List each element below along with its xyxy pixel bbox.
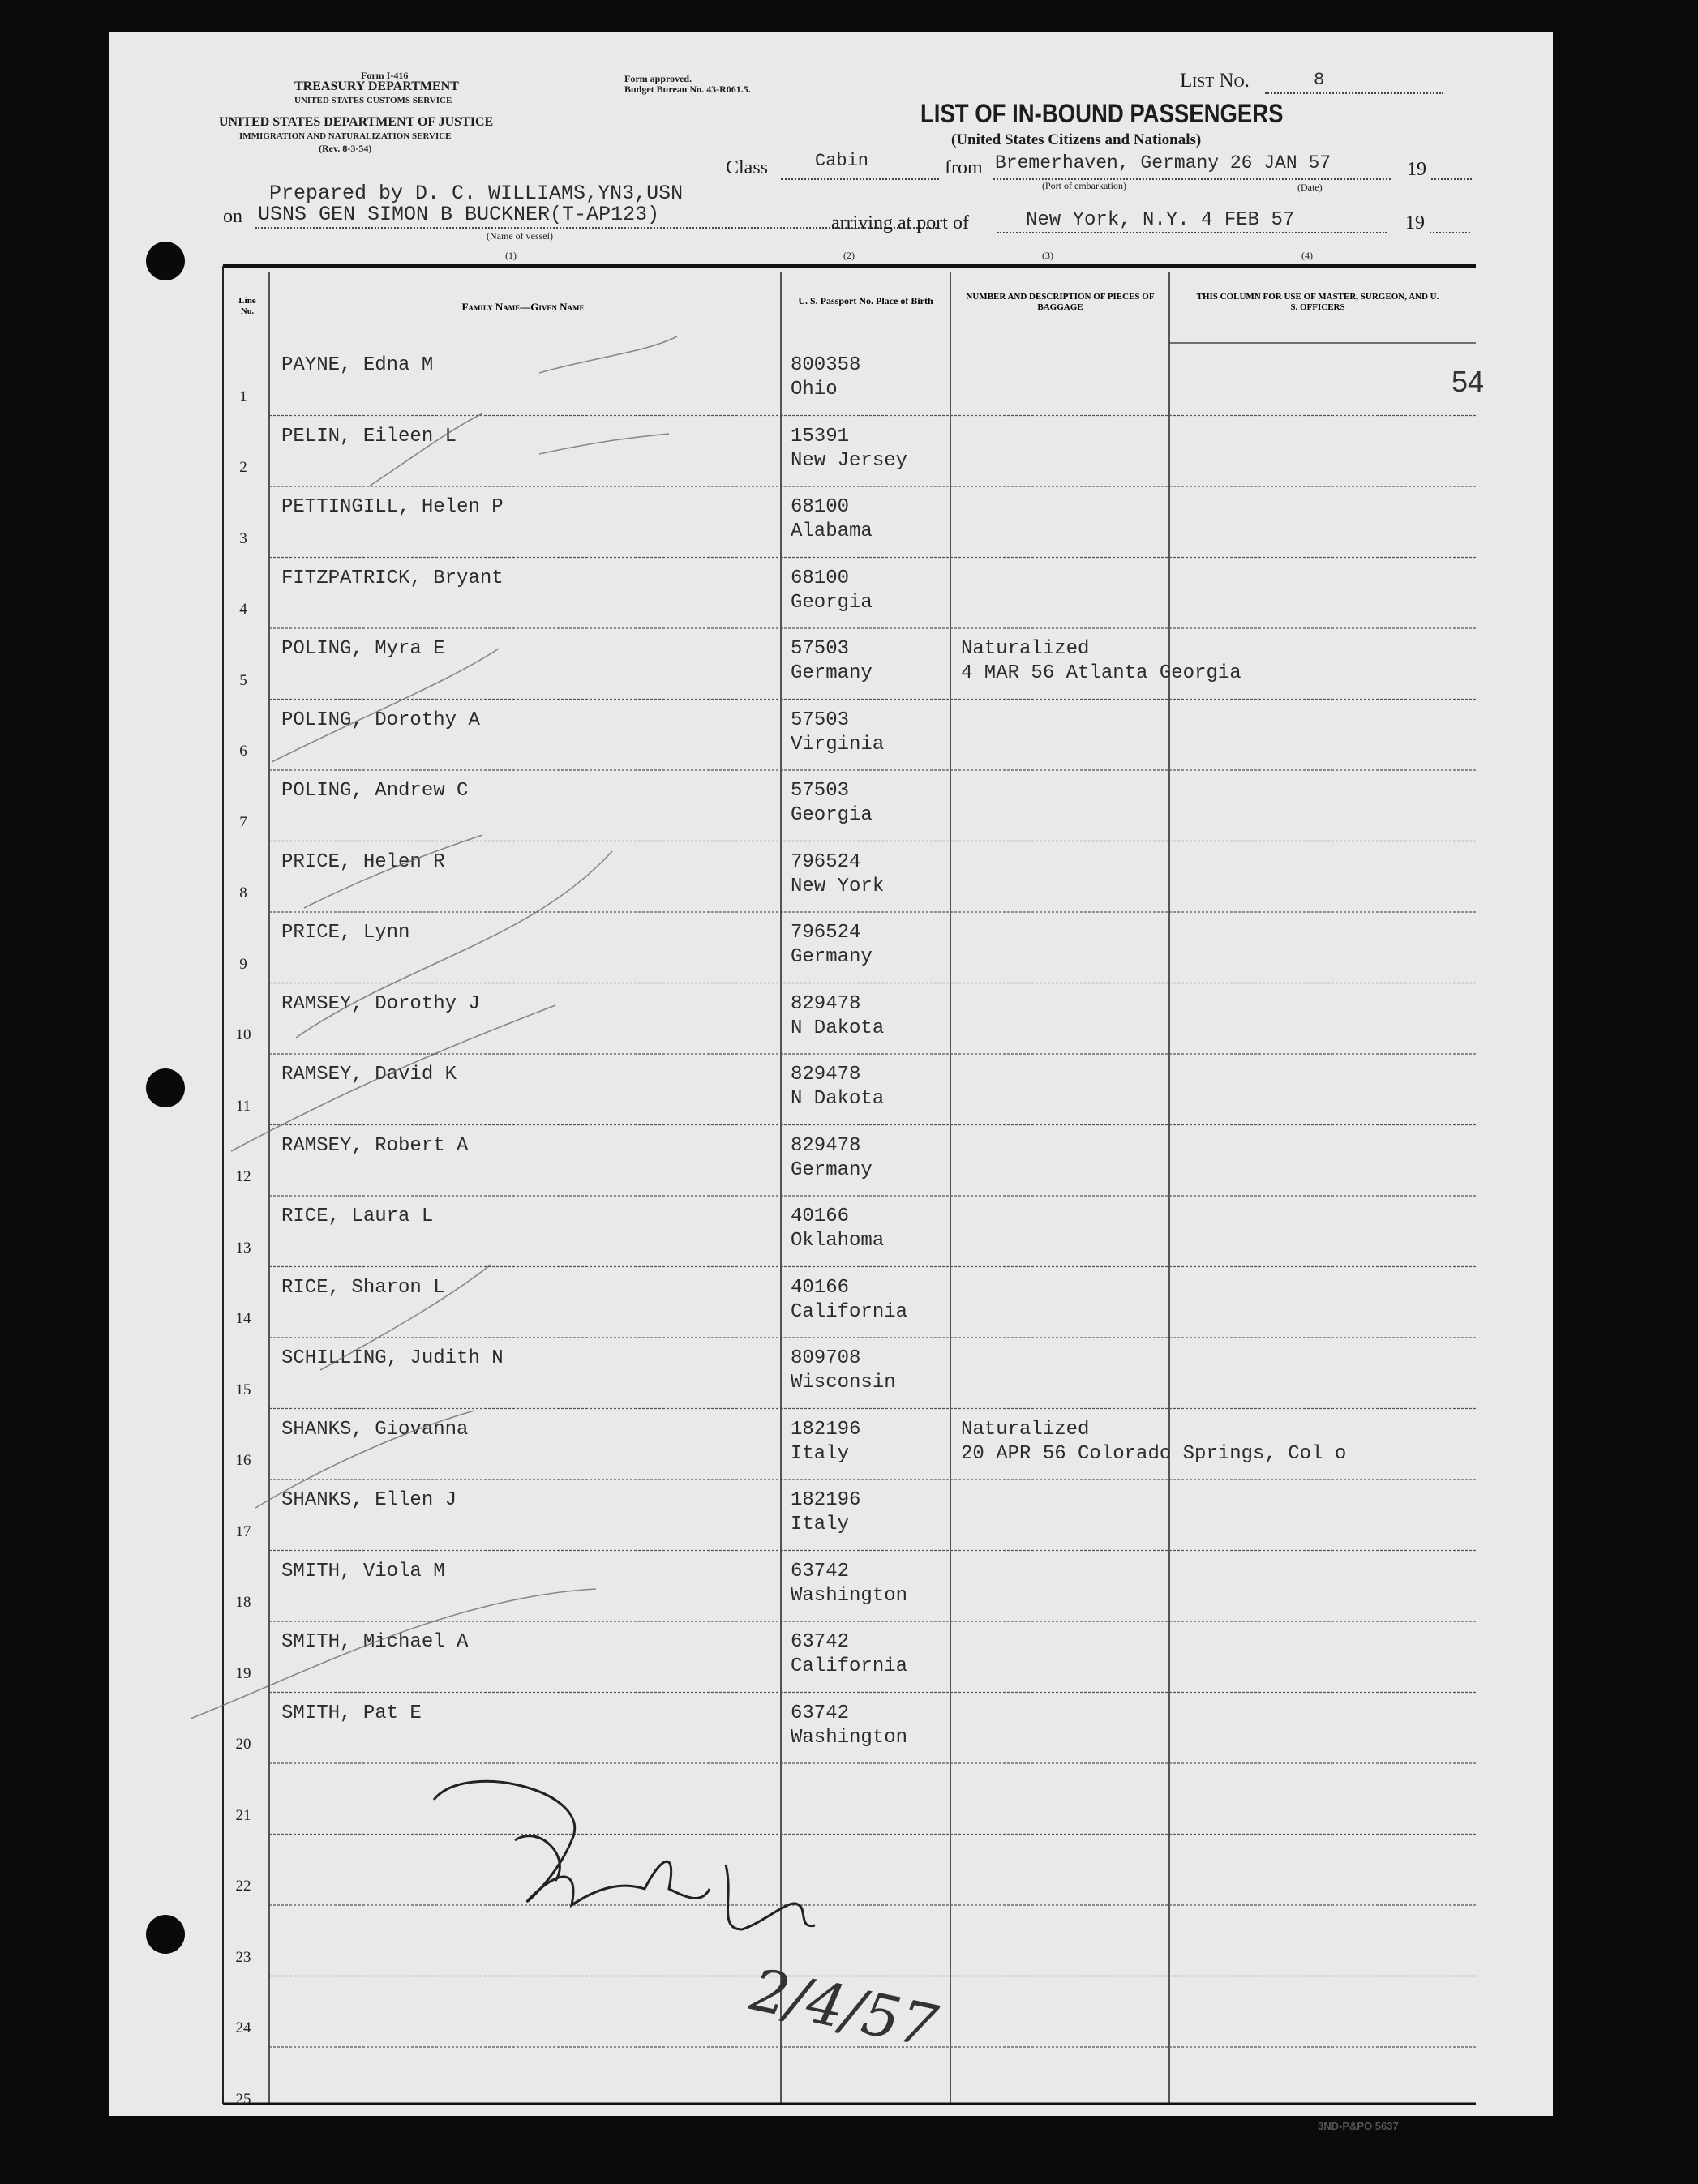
class-value: Cabin (815, 151, 869, 171)
passport-number: 809708 (791, 1347, 861, 1369)
passenger-name: PETTINGILL, Helen P (281, 496, 504, 518)
place-of-birth: Georgia (791, 591, 873, 614)
passport-number: 800358 (791, 354, 861, 376)
line-number: 23 (235, 1948, 251, 1966)
passenger-name: RAMSEY, Dorothy J (281, 992, 480, 1015)
place-of-birth: N Dakota (791, 1088, 885, 1110)
line-number: 15 (235, 1381, 251, 1398)
baggage-note-detail: 20 APR 56 Colorado Springs, Col o (961, 1442, 1347, 1465)
place-of-birth: California (791, 1300, 908, 1323)
passport-number: 796524 (791, 850, 861, 873)
baggage-note: Naturalized (961, 638, 1090, 660)
line-number: 10 (235, 1026, 251, 1043)
year-prefix-1: 19 (1407, 159, 1426, 180)
passport-number: 796524 (791, 922, 861, 944)
passport-number: 57503 (791, 709, 850, 731)
place-of-birth: New Jersey (791, 449, 908, 472)
place-of-birth: Ohio (791, 379, 838, 400)
place-of-birth: Wisconsin (791, 1372, 896, 1394)
prepared-by: Prepared by D. C. WILLIAMS,YN3,USN (269, 182, 684, 205)
place-of-birth: New York (791, 875, 885, 897)
list-no-label: List No. (1180, 70, 1250, 92)
revision-date: (Rev. 8-3-54) (319, 143, 372, 154)
line-number: 4 (239, 601, 247, 618)
col-header-baggage: NUMBER AND DESCRIPTION OF PIECES OF BAGGAGE (966, 292, 1155, 312)
form-page (109, 32, 1553, 2132)
baggage-note: Naturalized (961, 1418, 1090, 1441)
passport-number: 40166 (791, 1205, 850, 1227)
col-header-passport: U. S. Passport No. Place of Birth (798, 295, 933, 306)
on-label: on (223, 206, 242, 227)
passenger-name: RAMSEY, Robert A (281, 1134, 469, 1157)
passport-number: 829478 (791, 1134, 861, 1157)
passenger-name: RICE, Laura L (281, 1205, 434, 1227)
passenger-name: SHANKS, Ellen J (281, 1489, 457, 1511)
passport-number: 57503 (791, 638, 850, 660)
line-number: 14 (235, 1310, 251, 1327)
line-number: 13 (235, 1239, 251, 1257)
pencil-check-marks (109, 32, 1553, 2116)
customs-service: UNITED STATES CUSTOMS SERVICE (294, 96, 452, 105)
passport-number: 182196 (791, 1489, 861, 1511)
date-caption: (Date) (1297, 182, 1323, 193)
passport-number: 15391 (791, 425, 850, 448)
col-header-line: Line No. (238, 296, 256, 316)
year-prefix-2: 19 (1405, 212, 1425, 233)
handwritten-date: 2/4/57 (744, 1955, 943, 2062)
baggage-note-detail: 4 MAR 56 Atlanta Georgia (961, 662, 1241, 684)
passenger-name: SMITH, Michael A (281, 1631, 469, 1653)
passport-number: 829478 (791, 1064, 861, 1086)
line-number: 3 (239, 529, 247, 547)
passenger-name: SMITH, Viola M (281, 1560, 445, 1582)
line-number: 5 (239, 671, 247, 689)
passport-number: 829478 (791, 992, 861, 1015)
line-number: 17 (235, 1522, 251, 1540)
line-number: 12 (235, 1168, 251, 1185)
line-number: 1 (239, 388, 247, 405)
place-of-birth: Virginia (791, 733, 885, 756)
passport-number: 63742 (791, 1560, 850, 1582)
class-label: Class (726, 157, 769, 178)
passenger-name: PAYNE, Edna M (281, 354, 434, 376)
page-number: 54 (1451, 365, 1485, 398)
line-number: 11 (235, 1097, 251, 1115)
passenger-name: POLING, Andrew C (281, 780, 469, 802)
passenger-name: RICE, Sharon L (281, 1276, 445, 1299)
form-approved: Form approved. (624, 73, 692, 84)
line-number: 21 (235, 1806, 251, 1824)
line-number: 9 (239, 955, 247, 973)
place-of-birth: Italy (791, 1514, 850, 1535)
col-num-1: (1) (505, 250, 517, 261)
place-of-birth: Washington (791, 1726, 908, 1749)
passport-number: 68100 (791, 567, 850, 589)
col-header-officers: THIS COLUMN FOR USE OF MASTER, SURGEON, AND U. S. OFFICERS (1196, 292, 1439, 312)
vessel-caption: (Name of vessel) (487, 230, 553, 242)
place-of-birth: Germany (791, 946, 873, 968)
place-of-birth: Alabama (791, 520, 873, 542)
line-number: 22 (235, 1878, 251, 1895)
form-number: Form I-416 (361, 70, 409, 81)
place-of-birth: California (791, 1655, 908, 1677)
place-of-birth: N Dakota (791, 1017, 885, 1039)
passenger-name: POLING, Myra E (281, 638, 445, 660)
budget-bureau: Budget Bureau No. 43-R061.5. (624, 84, 751, 95)
vessel-name: USNS GEN SIMON B BUCKNER(T-AP123) (258, 203, 660, 226)
line-number: 24 (235, 2019, 251, 2036)
col-num-2: (2) (843, 250, 855, 261)
list-no-value: 8 (1314, 70, 1325, 90)
passport-number: 40166 (791, 1276, 850, 1299)
passenger-name: SCHILLING, Judith N (281, 1347, 504, 1369)
line-number: 7 (239, 813, 247, 831)
from-value: Bremerhaven, Germany 26 JAN 57 (995, 152, 1331, 173)
footer-code: 3ND-P&PO 5637 (1318, 2120, 1399, 2132)
passenger-name: PELIN, Eileen L (281, 425, 457, 448)
place-of-birth: Washington (791, 1584, 908, 1607)
passenger-name: POLING, Dorothy A (281, 709, 480, 731)
passport-number: 57503 (791, 780, 850, 802)
col-num-4: (4) (1301, 250, 1313, 261)
line-number: 6 (239, 743, 247, 760)
line-number: 8 (239, 884, 247, 901)
line-number: 19 (235, 1664, 251, 1682)
passenger-name: PRICE, Lynn (281, 922, 410, 944)
passenger-name: SMITH, Pat E (281, 1702, 422, 1724)
passport-number: 182196 (791, 1418, 861, 1441)
place-of-birth: Oklahoma (791, 1230, 885, 1252)
place-of-birth: Germany (791, 662, 873, 684)
passport-number: 63742 (791, 1702, 850, 1724)
place-of-birth: Italy (791, 1442, 850, 1465)
place-of-birth: Georgia (791, 804, 873, 826)
line-number: 2 (239, 459, 247, 476)
line-number: 16 (235, 1452, 251, 1469)
passenger-name: SHANKS, Giovanna (281, 1418, 469, 1441)
col-header-name: Family Name—Given Name (461, 301, 585, 313)
form-title: LIST OF IN-BOUND PASSENGERS (920, 99, 1284, 128)
port-caption: (Port of embarkation) (1042, 180, 1126, 191)
col-num-3: (3) (1042, 250, 1053, 261)
place-of-birth: Germany (791, 1158, 873, 1181)
passenger-name: PRICE, Helen R (281, 850, 445, 873)
justice-dept: UNITED STATES DEPARTMENT OF JUSTICE (219, 115, 494, 129)
form-subtitle: (United States Citizens and Nationals) (951, 131, 1202, 148)
passenger-name: RAMSEY, David K (281, 1064, 457, 1086)
from-label: from (945, 157, 983, 178)
passport-number: 68100 (791, 496, 850, 518)
passenger-name: FITZPATRICK, Bryant (281, 567, 504, 589)
arriving-value: New York, N.Y. 4 FEB 57 (1026, 209, 1295, 231)
arriving-label: arriving at port of (831, 212, 969, 233)
line-number: 20 (235, 1736, 251, 1753)
ins-service: IMMIGRATION AND NATURALIZATION SERVICE (239, 131, 452, 141)
treasury-dept: TREASURY DEPARTMENT (294, 79, 459, 93)
line-number: 25 (235, 2090, 251, 2108)
passport-number: 63742 (791, 1631, 850, 1653)
line-number: 18 (235, 1594, 251, 1611)
